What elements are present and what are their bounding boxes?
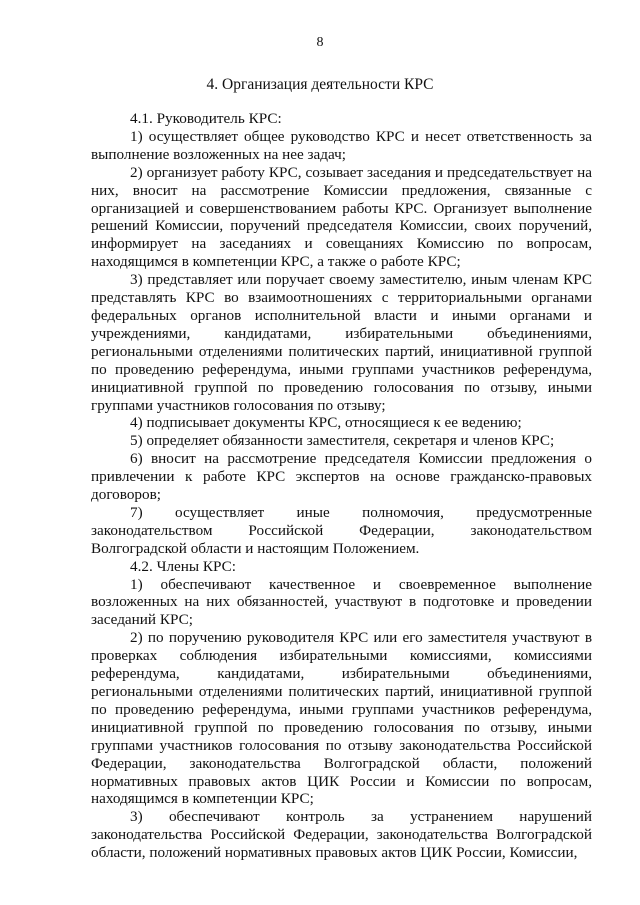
list-item: 1) обеспечивают качественное и своевременное выполнение возложенных на них обязанностей, участвуют в подготовке и проведении заседаний КРС;	[91, 575, 592, 629]
list-item: 1) осуществляет общее руководство КРС и несет ответственность за выполнение возложенных на нее задач;	[91, 127, 592, 163]
list-item: 5) определяет обязанности заместителя, секретаря и членов КРС;	[130, 432, 555, 450]
list-item: 4) подписывает документы КРС, относящиеся к ее ведению;	[130, 414, 522, 432]
list-item: 3) представляет или поручает своему заместителю, иным членам КРС представлять КРС во взаимоотношениях с территориальными органами федеральных органов исполнительной власти и иными органами и учреждениями, кандидатами, избирательными объединениями, региональными отделениями политических партий, инициативной группой по проведению референдума, иными группами участников референдума, инициативной группой по проведению голосования по отзыву, иными группами участников голосования по отзыву;	[91, 271, 592, 414]
list-item: 2) по поручению руководителя КРС или его заместителя участвуют в проверках соблюдения избирательными комиссиями, комиссиями референдума, кандидатами, избирательными объединениями, региональными отделениями политических партий, инициативной группой по проведению референдума, иными группами участников референдума, инициативной группой по проведению голосования по отзыву, иными группами участников голосования по отзыву законодательства Российской Федерации, законодательства Волгоградской области, положений нормативных правовых актов ЦИК России и Комиссии по вопросам, находящимся в компетенции КРС;	[91, 629, 592, 808]
list-item: 3) обеспечивают контроль за устранением нарушений законодательства Российской Федерации, законодательства Волгоградской области, положений нормативных правовых актов ЦИК России, Комиссии,	[91, 808, 592, 862]
page-number: 8	[316, 35, 324, 50]
list-item: 6) вносит на рассмотрение председателя Комиссии предложения о привлечении к работе КРС экспертов на основе гражданско-правовых договоров;	[91, 450, 592, 504]
section-title: 4. Организация деятельности КРС	[206, 76, 434, 93]
subsection-heading: 4.2. Члены КРС:	[130, 557, 237, 575]
list-item: 7) осуществляет иные полномочия, предусмотренные законодательством Российской Федерации, законодательством Волгоградской области и настоящим Положением.	[91, 503, 592, 557]
subsection-heading: 4.1. Руководитель КРС:	[130, 110, 282, 127]
document-body	[91, 110, 592, 862]
list-item: 2) организует работу КРС, созывает заседания и председательствует на них, вносит на рассмотрение Комиссии предложения, связанные с организацией и совершенствованием работы КРС. Организует выполнение решений Комиссии, поручений председателя Комиссии, своих поручений, информирует на заседаниях и совещаниях Комиссию по вопросам, находящимся в компетенции КРС, а также о работе КРС;	[91, 163, 592, 271]
